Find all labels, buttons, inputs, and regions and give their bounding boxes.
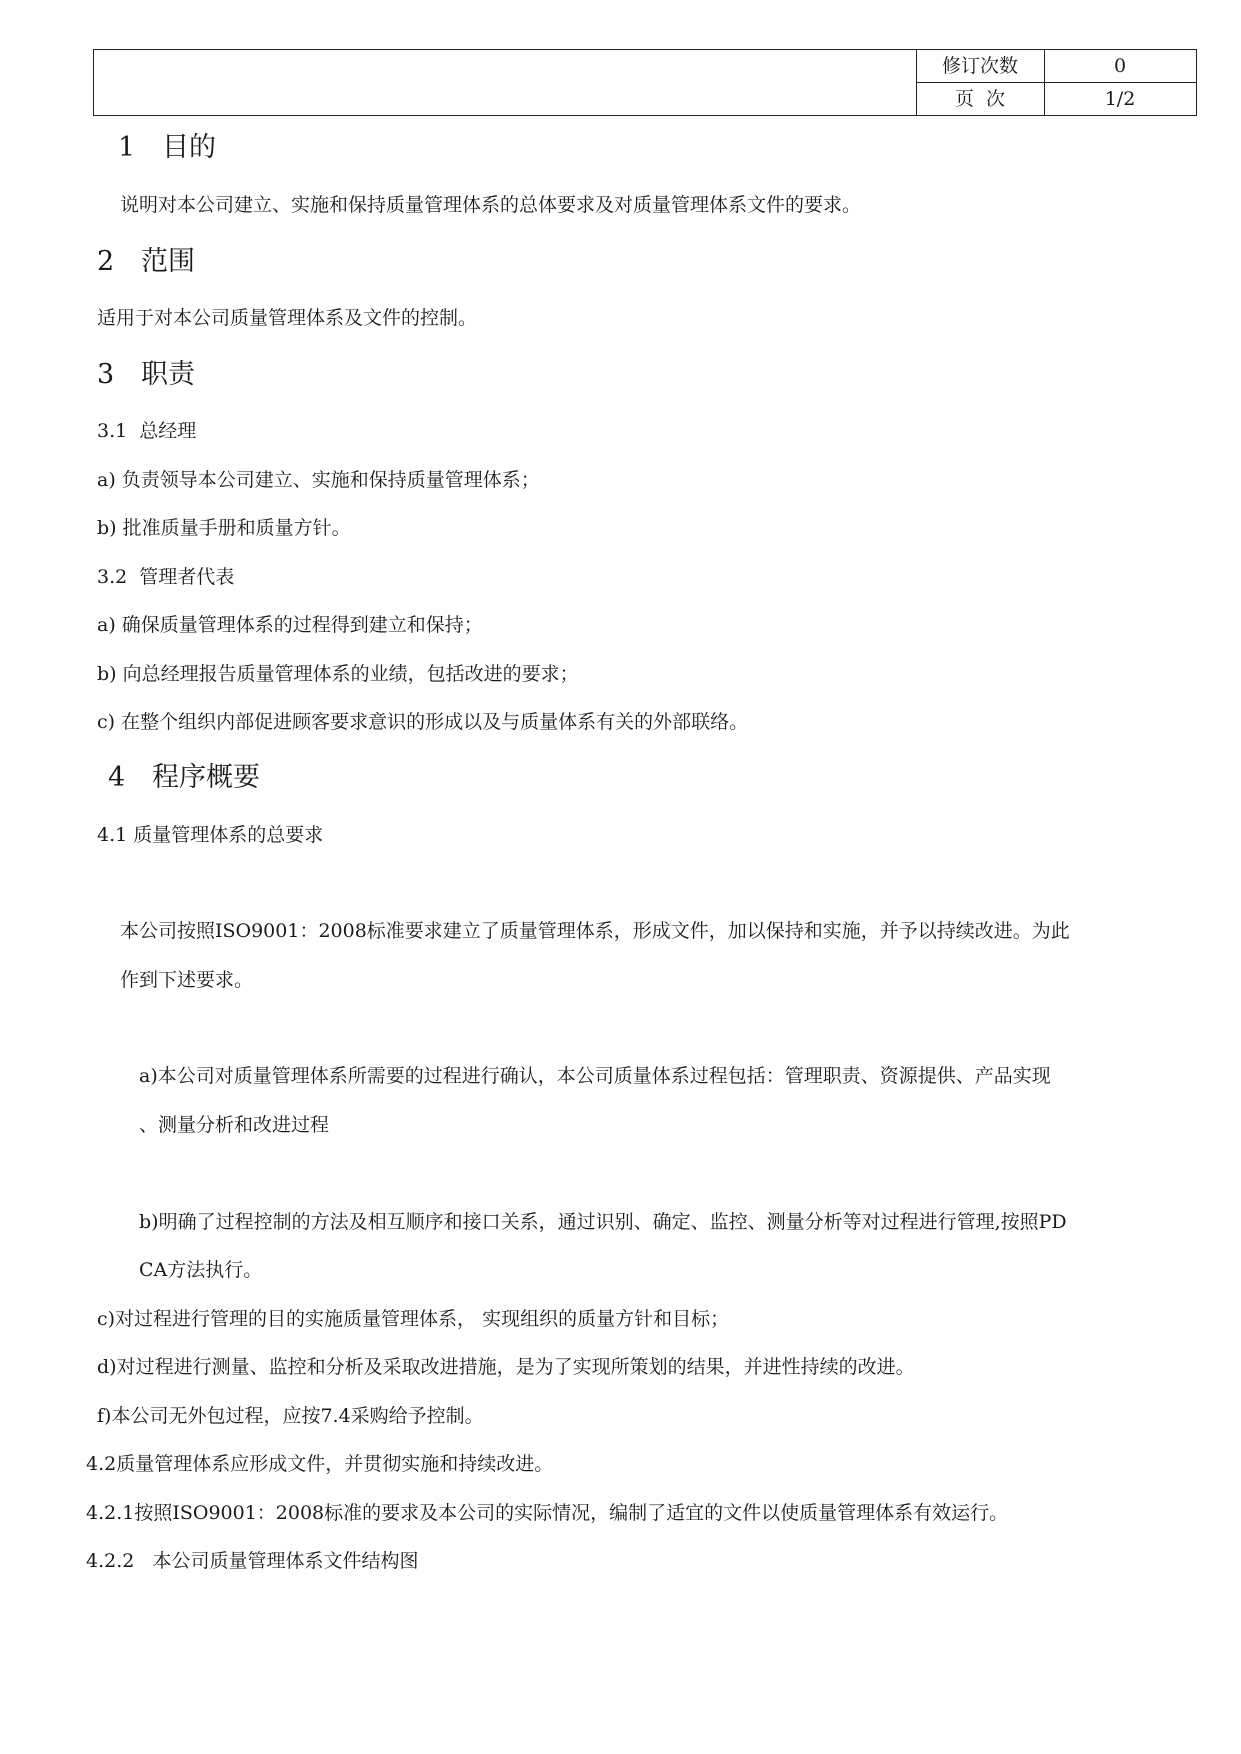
list-item-line: a)本公司对质量管理体系所需要的过程进行确认，本公司质量体系过程包括：管理职责、资源提供、产品实现 xyxy=(139,1065,1051,1087)
list-item: b) 批准质量手册和质量方针。 xyxy=(97,517,351,539)
subsection-heading: 3.2 管理者代表 xyxy=(97,566,235,588)
page-label: 页 次 xyxy=(954,88,1006,110)
revision-label: 修订次数 xyxy=(941,55,1018,77)
subsection-heading: 4.1 质量管理体系的总要求 xyxy=(97,824,324,846)
list-item-line: 、测量分析和改进过程 xyxy=(139,1114,330,1136)
section-title: 范围 xyxy=(141,246,195,277)
paragraph-line: 作到下述要求。 xyxy=(120,969,254,991)
list-item: c) 在整个组织内部促进顾客要求意识的形成以及与质量体系有关的外部联络。 xyxy=(97,711,749,733)
section-heading xyxy=(97,358,195,392)
list-item: a) 负责领导本公司建立、实施和保持质量管理体系； xyxy=(97,469,540,491)
list-item: c)对过程进行管理的目的实施质量管理体系， 实现组织的质量方针和目标； xyxy=(97,1308,730,1330)
section-title: 目的 xyxy=(162,132,216,163)
paragraph: 适用于对本公司质量管理体系及文件的控制。 xyxy=(97,307,478,329)
page-value: 1/2 xyxy=(1104,88,1136,110)
list-item: a) 确保质量管理体系的过程得到建立和保持； xyxy=(97,614,483,636)
section-title: 程序概要 xyxy=(152,762,260,793)
subsection-heading: 4.2质量管理体系应形成文件，并贯彻实施和持续改进。 xyxy=(86,1453,554,1475)
subsection-heading: 3.1 总经理 xyxy=(97,420,197,442)
section-number: 3 xyxy=(97,359,115,390)
list-item-line: b)明确了过程控制的方法及相互顺序和接口关系，通过识别、确定、监控、测量分析等对过程进行管理,按照PD xyxy=(139,1211,1067,1233)
section-number: 4 xyxy=(108,762,126,793)
section-heading xyxy=(97,245,195,279)
list-item: b) 向总经理报告质量管理体系的业绩，包括改进的要求； xyxy=(97,663,579,685)
paragraph-line: 本公司按照ISO9001：2008标准要求建立了质量管理体系，形成文件，加以保持和实施，并予以持续改进。为此 xyxy=(120,920,1070,942)
paragraph: 4.2.1按照ISO9001：2008标准的要求及本公司的实际情况，编制了适宜的文件以使质量管理体系有效运行。 xyxy=(86,1502,1009,1524)
section-heading xyxy=(108,761,260,795)
paragraph: 说明对本公司建立、实施和保持质量管理体系的总体要求及对质量管理体系文件的要求。 xyxy=(120,194,862,216)
list-item: d)对过程进行测量、监控和分析及采取改进措施，是为了实现所策划的结果，并进性持续的改进。 xyxy=(97,1356,915,1378)
section-number: 1 xyxy=(118,132,136,163)
section-heading xyxy=(118,131,216,165)
section-number: 2 xyxy=(97,246,115,277)
subsection-heading: 4.2.2 本公司质量管理体系文件结构图 xyxy=(86,1550,419,1572)
revision-value: 0 xyxy=(1113,55,1127,77)
section-title: 职责 xyxy=(141,359,195,390)
list-item-line: CA方法执行。 xyxy=(139,1259,263,1281)
document-header-table xyxy=(93,49,1197,116)
list-item: f)本公司无外包过程，应按7.4采购给予控制。 xyxy=(97,1405,484,1427)
